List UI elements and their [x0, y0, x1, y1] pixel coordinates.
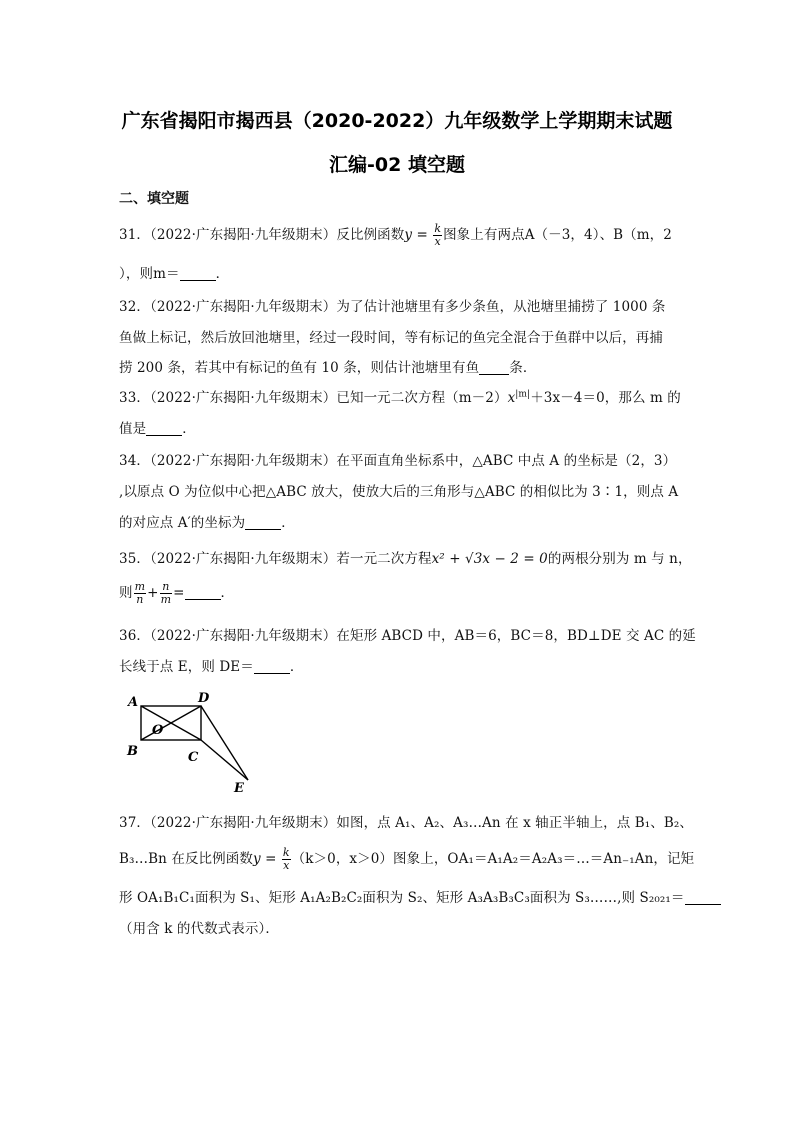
q31-line1: 31．（2022·广东揭阳·九年级期末）反比例函数y = $\frac{k}{x}$ 图象上有两点A（－3，4）、B（m，2: [119, 222, 672, 248]
label-e: E: [234, 781, 244, 796]
q32-line2: 鱼做上标记，然后放回池塘里，经过一段时间，等有标记的鱼完全混合于鱼群中以后，再捕: [119, 330, 663, 346]
label-o: O: [152, 723, 164, 738]
q34-line3: 的对应点 A′的坐标为 ．: [119, 515, 295, 531]
q35-fraction-a: $\frac{m}{n}$: [134, 580, 146, 606]
q35-line2: 则 $\frac{m}{n}$ + $\frac{n}{m}$ = ．: [119, 580, 235, 606]
q34-line2: ,以原点 O 为位似中心把△ABC 放大，使放大后的三角形与△ABC 的相似比为 3∶1，则点 A: [119, 484, 679, 500]
q37-fraction: $\frac{k}{x}$: [282, 846, 290, 872]
q37-line4: （用含 k 的代数式表示）．: [119, 921, 279, 937]
section-heading: 二、填空题: [119, 191, 189, 207]
q35-answer-blank: [185, 585, 221, 600]
document-title-line1: 广东省揭阳市揭西县（2020-2022）九年级数学上学期期末试题: [121, 110, 673, 132]
q37-answer-blank: [685, 890, 721, 905]
label-a: A: [128, 695, 139, 710]
q32-line3: 捞 200 条，若其中有标记的鱼有 10 条，则估计池塘里有鱼 条．: [119, 360, 537, 376]
q33-answer-blank: [146, 421, 182, 436]
q31-line2: ），则m＝ ．: [119, 266, 230, 282]
q34-answer-blank: [245, 515, 281, 530]
label-c: C: [188, 750, 199, 765]
q33-line1: 33．（2022·广东揭阳·九年级期末）已知一元二次方程$(m-2)x^{|m|}+3x-4=0$，那么 m 的: [119, 389, 681, 406]
q37-line3: 形 OA₁B₁C₁面积为 S₁、矩形 A₁A₂B₂C₂面积为 S₂、矩形 A₃A₃B₃C₃面积为 S₃……,则 S₂₀₂₁＝: [119, 886, 721, 906]
rectangle-figure: [122, 690, 262, 798]
q31-fraction: $\frac{k}{x}$: [434, 222, 442, 248]
q36-answer-blank: [254, 659, 290, 674]
q32-line1: 32．（2022·广东揭阳·九年级期末）为了估计池塘里有多少条鱼，从池塘里捕捞了 1000 条: [119, 299, 666, 315]
q35-fraction-b: $\frac{n}{m}$: [160, 580, 172, 606]
label-b: B: [127, 744, 138, 759]
q37-line2: B₃…Bn 在反比例函数y = $\frac{k}{x}$ （k＞0，x＞0）图象上，OA₁＝A₁A₂＝A₂A₃＝…＝An₋₁An，记矩: [119, 846, 695, 872]
document-title-line2: 汇编-02 填空题: [329, 154, 465, 176]
label-d: D: [198, 691, 210, 706]
q37-line1: 37．（2022·广东揭阳·九年级期末）如图，点 A₁、A₂、A₃…An 在 x 轴正半轴上，点 B₁、B₂、: [119, 815, 694, 831]
segment-de: [201, 706, 248, 780]
q35-line1: 35．（2022·广东揭阳·九年级期末）若一元二次方程x² + √3x − 2 = 0的两根分别为 m 与 n，: [119, 551, 692, 567]
q32-answer-blank: [479, 360, 509, 375]
extension-ce: [201, 740, 248, 780]
q31-answer-blank: [180, 266, 216, 281]
q36-line2: 长线于点 E，则 DE＝ ．: [119, 659, 304, 675]
q33-line2: 值是 ．: [119, 421, 196, 437]
q34-line1: 34．（2022·广东揭阳·九年级期末）在平面直角坐标系中，△ABC 中点 A 的坐标是（2，3）: [119, 453, 677, 469]
q36-line1: 36．（2022·广东揭阳·九年级期末）在矩形 ABCD 中，AB＝6，BC＝8，BD⊥DE 交 AC 的延: [119, 628, 696, 644]
